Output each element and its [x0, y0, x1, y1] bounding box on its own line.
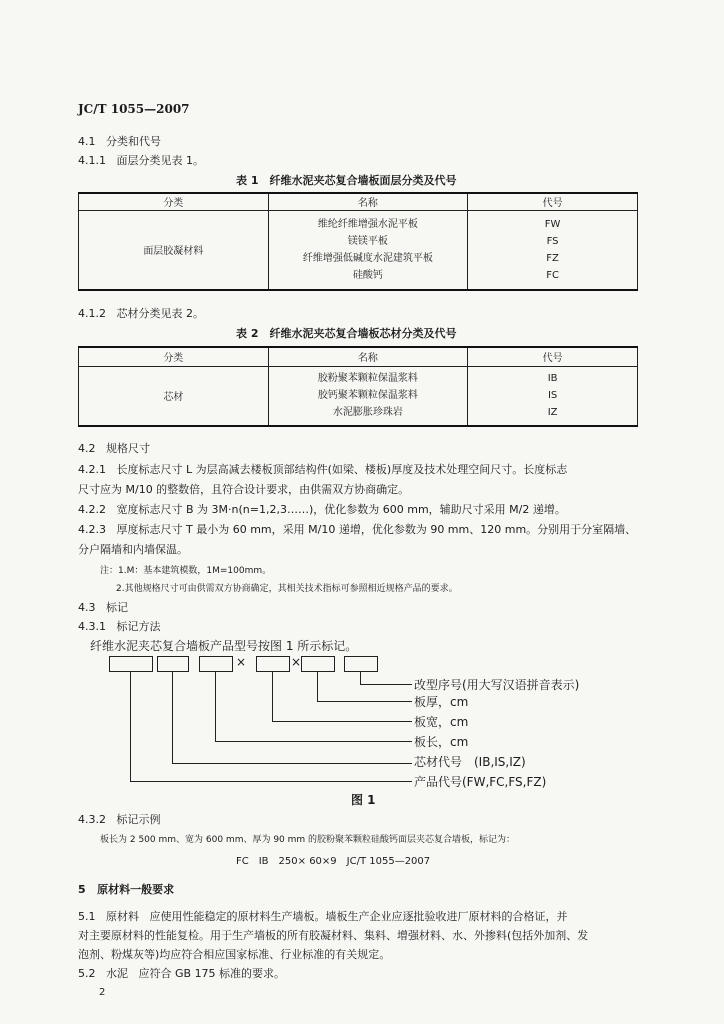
section-title: 分类和代号: [106, 135, 161, 148]
label-length: 板长，cm: [414, 735, 469, 749]
marking-example-code: FC IB 250× 60×9 JC/T 1055—2007: [236, 856, 431, 867]
note-2: 2.其他规格尺寸可由供需双方协商确定，其相关技术指标可参照相近规格产品的要求。: [116, 584, 458, 594]
code-box-thickness: [301, 656, 335, 672]
table1-code: FW: [544, 218, 561, 230]
section-number: 4.2.2: [78, 503, 106, 516]
section-4-3-1-text: 纤维水泥夹芯复合墙板产品型号按图 1 所示标记。: [90, 639, 358, 653]
section-title: 标记示例: [116, 813, 161, 826]
section-5-2: [78, 965, 285, 981]
section-4-2-1-line1: [78, 461, 567, 477]
section-5-1-line3: 泡剂、粉煤灰等)均应符合相应国家标准、行业标准的有关规定。: [78, 948, 391, 961]
section-number: 4.3: [78, 601, 96, 614]
section-5-1-line1: [78, 908, 568, 924]
leader-line: [172, 763, 412, 764]
section-4-3-1-heading: [78, 618, 161, 634]
table1: [78, 192, 638, 291]
section-4-1-heading: [78, 133, 161, 149]
section-label: 水泥: [106, 967, 128, 980]
leader-line: [360, 684, 412, 685]
section-number: 4.2: [78, 442, 96, 455]
leader-line: [130, 672, 131, 781]
label-variant-number: 改型序号(用大写汉语拼音表示): [414, 678, 580, 692]
table1-code: FC: [546, 269, 559, 281]
section-4-2-3-line2: 分户隔墙和内墙保温。: [78, 543, 188, 556]
table2-header-name: 名称: [268, 347, 468, 366]
section-5-1-line2: 对主要原材料的性能复检。用于生产墙板的所有胶凝材料、集料、增强材料、水、外掺料(包括外加剂、发: [78, 929, 589, 942]
table1-caption: 表 1 纤维水泥夹芯复合墙板面层分类及代号: [236, 174, 457, 187]
standard-number: JC/T 1055—2007: [78, 102, 190, 116]
section-4-1-1: [78, 152, 204, 168]
page-number: 2: [99, 987, 106, 998]
table1-name: 镁镁平板: [347, 235, 388, 247]
leader-line: [272, 721, 412, 722]
section-number: 4.2.1: [78, 463, 106, 476]
table2-names-cell: [268, 366, 468, 426]
leader-line: [360, 672, 361, 684]
section-text: 厚度标志尺寸 T 最小为 60 mm，采用 M/10 递增，优化参数为 90 mm、120 mm。分别用于分室隔墙、: [116, 523, 637, 536]
section-4-2-2: [78, 501, 566, 517]
leader-line: [215, 672, 216, 741]
label-width: 板宽，cm: [414, 715, 469, 729]
table1-header-category: 分类: [79, 193, 269, 210]
table2: [78, 346, 638, 427]
section-text: 长度标志尺寸 L 为层高减去楼板顶部结构件(如梁、楼板)厚度及技术处理空间尺寸。长度标志: [116, 463, 568, 476]
table2-header-category: 分类: [79, 347, 269, 366]
table2-name: 胶钙聚苯颗粒保温浆料: [317, 390, 418, 402]
code-box-product: [109, 656, 153, 672]
section-number: 4.1.1: [78, 154, 106, 167]
table1-category-cell: 面层胶凝材料: [79, 210, 269, 290]
table2-code: IZ: [547, 407, 558, 419]
table1-codes-cell: [468, 210, 638, 290]
section-text: 芯材分类见表 2。: [116, 307, 204, 320]
section-4-2-heading: [78, 440, 150, 456]
section-title: 原材料一般要求: [97, 883, 175, 896]
section-4-2-1-line2: 尺寸应为 M/10 的整数倍，且符合设计要求，由供需双方协商确定。: [78, 483, 410, 496]
table2-category-cell: 芯材: [79, 366, 269, 426]
section-text: 应符合 GB 175 标准的要求。: [138, 967, 286, 980]
code-box-variant: [344, 656, 378, 672]
section-number: 4.3.1: [78, 620, 106, 633]
table2-code: IB: [547, 373, 558, 385]
section-4-3-2-heading: [78, 811, 161, 827]
table2-caption: 表 2 纤维水泥夹芯复合墙板芯材分类及代号: [236, 327, 457, 340]
section-text: 应使用性能稳定的原材料生产墙板。墙板生产企业应逐批验收进厂原材料的合格证，并: [149, 910, 568, 923]
table1-name: 纤维增强低碱度水泥建筑平板: [302, 252, 433, 264]
table1-name: 硅酸钙: [352, 269, 383, 281]
section-number: 5.2: [78, 967, 96, 980]
table1-name: 维纶纤维增强水泥平板: [317, 218, 418, 230]
leader-line: [317, 701, 412, 702]
section-text: 面层分类见表 1。: [116, 154, 204, 167]
section-number: 5.1: [78, 910, 96, 923]
code-box-width: [256, 656, 290, 672]
table2-name: 胶粉聚苯颗粒保温浆料: [317, 373, 418, 385]
figure-caption: 图 1: [351, 793, 376, 807]
leader-line: [317, 672, 318, 701]
section-title: 标记方法: [116, 620, 161, 633]
label-core-code: 芯材代号 (IB,IS,IZ): [414, 755, 526, 769]
table2-code: IS: [547, 390, 558, 402]
section-number: 4.1.2: [78, 307, 106, 320]
label-product-code: 产品代号(FW,FC,FS,FZ): [414, 775, 547, 789]
code-box-length: [199, 656, 233, 672]
section-number: 5: [78, 883, 86, 896]
section-number: 4.3.2: [78, 813, 106, 826]
section-4-2-3-line1: [78, 521, 636, 537]
table1-header-code: 代号: [468, 193, 638, 210]
section-5-heading: [78, 881, 174, 897]
section-number: 4.1: [78, 135, 96, 148]
code-box-core: [157, 656, 189, 672]
leader-line: [272, 672, 273, 721]
section-number: 4.2.3: [78, 523, 106, 536]
table2-codes-cell: [468, 366, 638, 426]
times-sign: ×: [236, 655, 247, 669]
table1-code: FS: [546, 235, 559, 247]
section-label: 原材料: [106, 910, 139, 923]
section-title: 规格尺寸: [106, 442, 150, 455]
note-1: 注：1.M：基本建筑模数，1M=100mm。: [100, 566, 272, 576]
table1-names-cell: [268, 210, 468, 290]
leader-line: [130, 781, 412, 782]
section-title: 标记: [106, 601, 128, 614]
label-thickness: 板厚，cm: [414, 695, 469, 709]
times-sign: ×: [291, 655, 302, 669]
section-text: 宽度标志尺寸 B 为 3M·n(n=1,2,3……)，优化参数为 600 mm，辅助尺寸采用 M/2 递增。: [116, 503, 566, 516]
table1-header-name: 名称: [268, 193, 468, 210]
section-4-3-heading: [78, 599, 128, 615]
table1-code: FZ: [546, 252, 559, 264]
table2-name: 水泥膨胀珍珠岩: [332, 407, 403, 419]
table2-header-code: 代号: [468, 347, 638, 366]
leader-line: [215, 741, 412, 742]
section-4-1-2: [78, 305, 204, 321]
leader-line: [172, 672, 173, 763]
marking-example-text: 板长为 2 500 mm、宽为 600 mm、厚为 90 mm 的胶粉聚苯颗粒硅酸钙面层夹芯复合墙板，标记为：: [100, 835, 516, 845]
